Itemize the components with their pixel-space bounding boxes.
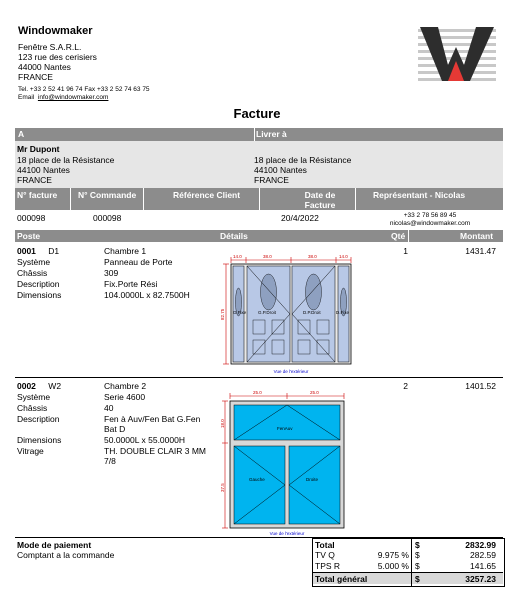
- item2-dimensions-label: Dimensions: [17, 435, 62, 445]
- item2-description-1: Fen à Auv/Fen Bat G.Fen: [104, 414, 201, 424]
- bill-street: 18 place de la Résistance: [17, 155, 115, 165]
- payment-label: Mode de paiement: [17, 540, 92, 550]
- ship-city: 44100 Nantes: [254, 165, 307, 175]
- item1-room: Chambre 1: [104, 246, 147, 256]
- company-email-line: [18, 94, 108, 102]
- invoice-date-header: [285, 190, 355, 210]
- item2-height-1: 18.0: [220, 419, 225, 428]
- total-currency: $: [415, 540, 420, 550]
- item2-panel-left: Gauche: [249, 477, 265, 482]
- ship-country: FRANCE: [254, 175, 289, 185]
- tvq-value: 282.59: [470, 550, 496, 560]
- item1-panel-2: G.P.Droit: [258, 310, 276, 315]
- item2-room: Chambre 2: [104, 381, 147, 391]
- address-header-bar: [15, 128, 503, 141]
- client-ref-header: Référence Client: [173, 190, 241, 200]
- item2-number-line: [17, 381, 61, 391]
- item1-width-1: 14.0: [233, 254, 242, 259]
- grand-total-currency: $: [415, 574, 420, 584]
- lines-header-bar: [15, 230, 503, 242]
- item1-amount: 1431.47: [465, 246, 496, 256]
- item1-description: Fix.Porte Rési: [104, 279, 158, 289]
- item2-width-1: 25.0: [253, 390, 262, 395]
- amount-column-header: Montant: [460, 231, 494, 241]
- item2-height-2: 37.5: [220, 483, 225, 492]
- company-city: 44000 Nantes: [18, 62, 71, 72]
- item2-number: 0002: [17, 381, 36, 391]
- item1-code: D1: [48, 246, 60, 256]
- bill-country: FRANCE: [17, 175, 52, 185]
- item1-dimensions: 104.0000L x 82.7500H: [104, 290, 190, 300]
- total-label: Total: [315, 540, 335, 550]
- order-no-header: N° Commande: [78, 190, 137, 200]
- item2-exterior-view: Vue de l'extérieur: [269, 531, 305, 536]
- order-no-value: 000098: [93, 213, 122, 223]
- item1-panel-3: D.P.Droit: [303, 310, 321, 315]
- invoice-date-header-line2: Facture: [304, 200, 336, 210]
- item2-width-2: 25.0: [310, 390, 319, 395]
- tvq-currency: $: [415, 550, 420, 560]
- document-title: Facture: [233, 106, 281, 121]
- item2-window-drawing: [220, 388, 355, 538]
- item1-width-4: 14.0: [339, 254, 348, 259]
- item1-exterior-view: Vue de l'extérieur: [273, 369, 309, 374]
- item2-amount: 1401.52: [465, 381, 496, 391]
- item2-description-label: Description: [17, 414, 60, 424]
- total-value: 2832.99: [465, 540, 496, 550]
- ship-street: 18 place de la Résistance: [254, 155, 352, 165]
- grand-total-value: 3257.23: [465, 574, 496, 584]
- item1-width-2: 38.0: [263, 254, 272, 259]
- item1-dimensions-label: Dimensions: [17, 290, 62, 300]
- bill-city: 44100 Nantes: [17, 165, 70, 175]
- company-phone: Tel. +33 2 52 41 96 74 Fax +33 2 52 74 63 75: [18, 86, 150, 93]
- details-column-header: Détails: [220, 231, 248, 241]
- rep-phone: +33 2 78 56 89 45: [403, 212, 457, 219]
- item2-panel-top: FenAuv: [277, 426, 293, 431]
- item1-width-3: 38.0: [308, 254, 317, 259]
- item2-system: Serie 4600: [104, 392, 146, 402]
- tps-label: TPS R: [315, 561, 341, 571]
- item2-code: W2: [48, 381, 62, 391]
- email-label: Email: [18, 94, 35, 101]
- invoice-no-header: N° facture: [17, 190, 58, 200]
- bill-to-label: A: [18, 129, 25, 139]
- item-column-header: Poste: [17, 231, 41, 241]
- item1-chassis: 309: [104, 268, 119, 278]
- item1-qty: 1: [403, 246, 408, 256]
- item2-qty: 2: [403, 381, 408, 391]
- qty-column-header: Qté: [391, 231, 406, 241]
- company-logo: [418, 25, 496, 83]
- tvq-rate: 9.975 %: [377, 550, 409, 560]
- item1-panel-4: D.Fixe: [336, 310, 350, 315]
- tps-currency: $: [415, 561, 420, 571]
- item2-chassis: 40: [104, 403, 114, 413]
- item2-glazing-2: 7/8: [104, 456, 116, 466]
- item1-system-label: Système: [17, 257, 51, 267]
- item1-number-line: [17, 246, 59, 256]
- ship-to-label: Livrer à: [256, 129, 287, 139]
- item2-description-2: Bat D: [104, 424, 126, 434]
- invoice-date-header-line1: Date de: [304, 190, 336, 200]
- item1-description-label: Description: [17, 279, 60, 289]
- item2-glazing-label: Vitrage: [17, 446, 44, 456]
- item1-door-drawing: [220, 252, 355, 377]
- company-country: FRANCE: [18, 72, 53, 82]
- rep-header: Représentant - Nicolas: [373, 190, 466, 200]
- customer-name: Mr Dupont: [17, 144, 60, 154]
- item1-system: Panneau de Porte: [104, 257, 173, 267]
- item2-dimensions: 50.0000L x 55.0000H: [104, 435, 185, 445]
- grand-total-label: Total général: [315, 574, 368, 584]
- item2-chassis-label: Châssis: [17, 403, 48, 413]
- company-name: Windowmaker: [18, 25, 93, 37]
- payment-value: Comptant a la commande: [17, 550, 115, 560]
- company-legal-name: Fenêtre S.A.R.L.: [18, 42, 82, 52]
- item1-number: 0001: [17, 246, 36, 256]
- item2-panel-right: Droite: [306, 477, 319, 482]
- invoice-no-value: 000098: [17, 213, 46, 223]
- company-street: 123 rue des cerisiers: [18, 52, 97, 62]
- item1-panel-1: G.Fixe: [233, 310, 247, 315]
- email-link[interactable]: info@windowmaker.com: [37, 94, 109, 101]
- item1-height: 82.75: [220, 308, 225, 320]
- item1-chassis-label: Châssis: [17, 268, 48, 278]
- rep-email: nicolas@windowmaker.com: [389, 220, 471, 227]
- item2-system-label: Système: [17, 392, 51, 402]
- invoice-date-value: 20/4/2022: [281, 213, 319, 223]
- tps-rate: 5.000 %: [377, 561, 409, 571]
- tps-value: 141.65: [470, 561, 496, 571]
- tvq-label: TV Q: [315, 550, 335, 560]
- item2-glazing-1: TH. DOUBLE CLAIR 3 MM: [104, 446, 207, 456]
